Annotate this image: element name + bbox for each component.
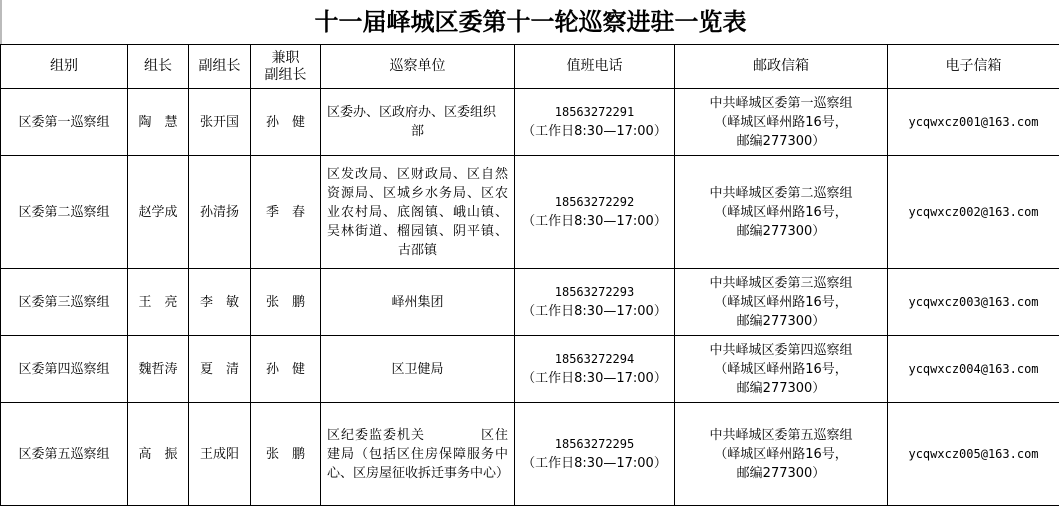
table-row [1, 403, 1059, 506]
header-email: 电子信箱 [888, 45, 1059, 89]
duty-hours: （工作日8:30—17:00） [522, 456, 667, 471]
group-cell: 区委第三巡察组 [1, 269, 128, 336]
inspection-table [0, 44, 1059, 506]
parttime-deputy-cell: 张 鹏 [251, 269, 321, 336]
email-cell[interactable]: ycqwxcz002@163.com [888, 156, 1059, 269]
header-phone: 值班电话 [515, 45, 675, 89]
postal-address: （峄城区峄州路16号， [714, 294, 848, 310]
table-row [1, 89, 1059, 156]
phone-cell [515, 269, 675, 336]
phone-cell [515, 403, 675, 506]
postal-address: （峄城区峄州路16号， [714, 204, 848, 220]
leader-cell: 魏哲涛 [128, 336, 189, 403]
header-units: 巡察单位 [321, 45, 515, 89]
phone-number: 18563272295 [554, 437, 635, 451]
deputy-cell: 夏 清 [189, 336, 251, 403]
deputy-cell: 孙清扬 [189, 156, 251, 269]
deputy-cell: 王成阳 [189, 403, 251, 506]
duty-hours: （工作日8:30—17:00） [522, 124, 667, 139]
postal-code: 邮编277300） [736, 313, 826, 329]
duty-hours: （工作日8:30—17:00） [522, 371, 667, 386]
units-cell: 区发改局、区财政局、区自然资源局、区城乡水务局、区农业农村局、底阁镇、峨山镇、吴林街道、榴园镇、阴平镇、古邵镇 [321, 156, 515, 269]
postal-cell [675, 269, 888, 336]
postal-code: 邮编277300） [736, 380, 826, 396]
postal-name: 中共峄城区委第三巡察组 [709, 275, 853, 291]
group-cell: 区委第五巡察组 [1, 403, 128, 506]
leader-cell: 王 亮 [128, 269, 189, 336]
postal-cell [675, 156, 888, 269]
units-cell: 区委办、区政府办、区委组织部 [321, 89, 515, 156]
parttime-deputy-cell: 孙 健 [251, 336, 321, 403]
postal-cell [675, 89, 888, 156]
duty-hours: （工作日8:30—17:00） [522, 214, 667, 229]
phone-number: 18563272291 [554, 105, 635, 119]
phone-cell [515, 336, 675, 403]
postal-name: 中共峄城区委第五巡察组 [709, 427, 853, 443]
postal-name: 中共峄城区委第四巡察组 [709, 342, 853, 358]
parttime-deputy-cell: 张 鹏 [251, 403, 321, 506]
group-cell: 区委第四巡察组 [1, 336, 128, 403]
header-deputy: 副组长 [189, 45, 251, 89]
phone-cell [515, 156, 675, 269]
postal-code: 邮编277300） [736, 465, 826, 481]
postal-address: （峄城区峄州路16号， [714, 114, 848, 130]
email-cell[interactable]: ycqwxcz005@163.com [888, 403, 1059, 506]
postal-name: 中共峄城区委第二巡察组 [709, 185, 853, 201]
postal-cell [675, 336, 888, 403]
postal-name: 中共峄城区委第一巡察组 [709, 95, 853, 111]
header-parttime-deputy: 兼职 副组长 [251, 45, 321, 89]
table-row [1, 269, 1059, 336]
email-cell[interactable]: ycqwxcz003@163.com [888, 269, 1059, 336]
units-cell: 区卫健局 [321, 336, 515, 403]
phone-cell [515, 89, 675, 156]
phone-number: 18563272294 [554, 352, 635, 366]
phone-number: 18563272293 [554, 285, 635, 299]
units-cell: 区纪委监委机关 区住建局（包括区住房保障服务中心、区房屋征收拆迁事务中心） [321, 403, 515, 506]
header-postal: 邮政信箱 [675, 45, 888, 89]
header-group: 组别 [1, 45, 128, 89]
postal-address: （峄城区峄州路16号， [714, 361, 848, 377]
page-title: 十一届峄城区委第十一轮巡察进驻一览表 [0, 0, 1059, 44]
header-row [1, 45, 1059, 89]
group-cell: 区委第一巡察组 [1, 89, 128, 156]
parttime-deputy-cell: 孙 健 [251, 89, 321, 156]
deputy-cell: 李 敏 [189, 269, 251, 336]
units-cell: 峄州集团 [321, 269, 515, 336]
postal-code: 邮编277300） [736, 133, 826, 149]
header-leader: 组长 [128, 45, 189, 89]
phone-number: 18563272292 [554, 195, 635, 209]
leader-cell: 赵学成 [128, 156, 189, 269]
group-cell: 区委第二巡察组 [1, 156, 128, 269]
postal-address: （峄城区峄州路16号， [714, 446, 848, 462]
email-cell[interactable]: ycqwxcz001@163.com [888, 89, 1059, 156]
table-row [1, 156, 1059, 269]
postal-code: 邮编277300） [736, 223, 826, 239]
table-row [1, 336, 1059, 403]
email-cell[interactable]: ycqwxcz004@163.com [888, 336, 1059, 403]
parttime-deputy-cell: 季 春 [251, 156, 321, 269]
leader-cell: 高 振 [128, 403, 189, 506]
leader-cell: 陶 慧 [128, 89, 189, 156]
postal-cell [675, 403, 888, 506]
deputy-cell: 张开国 [189, 89, 251, 156]
duty-hours: （工作日8:30—17:00） [522, 304, 667, 319]
